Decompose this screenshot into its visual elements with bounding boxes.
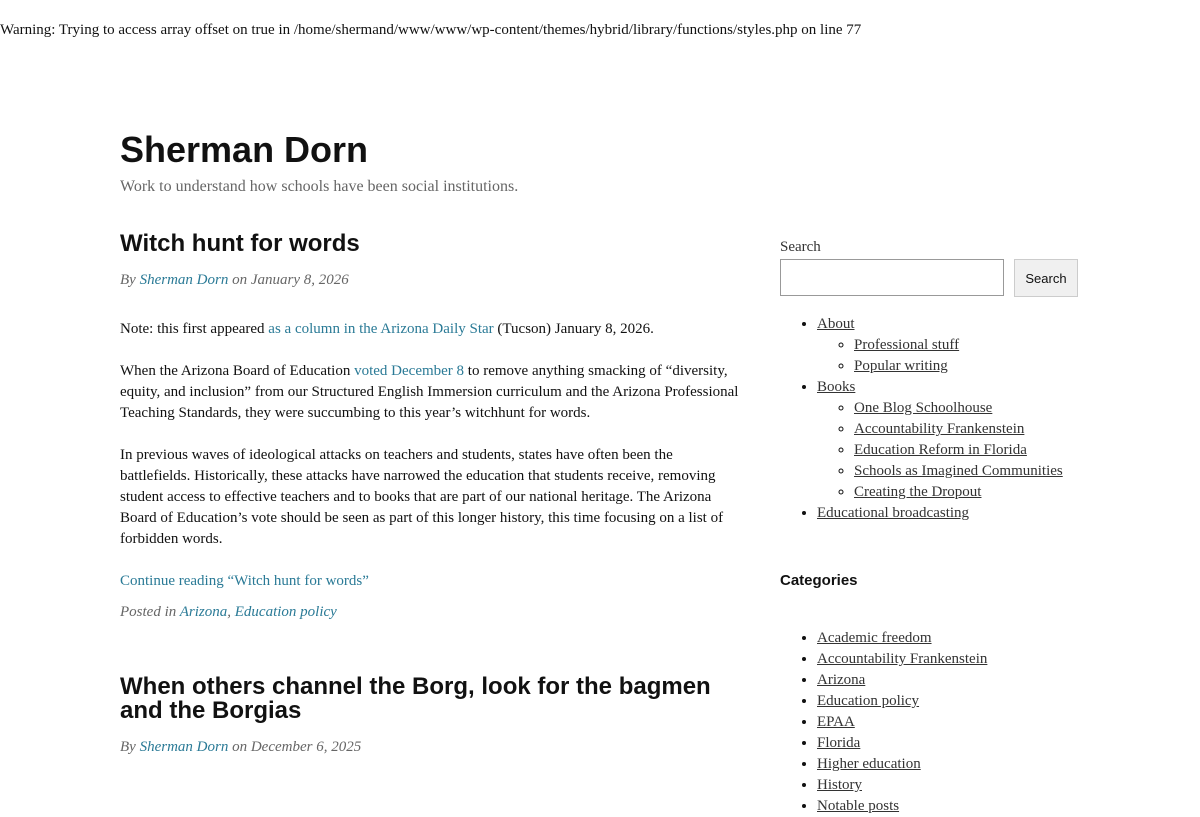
category-link-academic-freedom[interactable]: Academic freedom xyxy=(817,630,932,646)
note-text-end: (Tucson) January 8, 2026. xyxy=(497,321,654,337)
continue-reading-link[interactable]: Continue reading “Witch hunt for words” xyxy=(120,573,369,589)
category-item xyxy=(817,754,1080,775)
menu-item-educational-broadcasting xyxy=(817,503,1080,524)
site-header xyxy=(120,128,1080,198)
search-button[interactable]: Search xyxy=(1014,259,1078,297)
submenu-books xyxy=(817,398,1080,503)
site-description: Work to understand how schools have been social institutions. xyxy=(120,178,519,195)
category-item xyxy=(817,691,1080,712)
menu-link-books[interactable]: Books xyxy=(817,379,856,395)
categories-heading: Categories xyxy=(780,572,858,589)
category-link-higher-education[interactable]: Higher education xyxy=(817,756,921,772)
menu-link-creating-the-dropout[interactable]: Creating the Dropout xyxy=(854,484,982,500)
category-link-education-policy[interactable]: Education policy xyxy=(234,604,337,620)
site-title-text[interactable]: Sherman Dorn xyxy=(120,129,369,170)
posted-in-label: Posted in xyxy=(120,604,177,620)
paragraph-board xyxy=(120,361,745,424)
post-byline xyxy=(120,271,745,289)
menu-link-educational-broadcasting[interactable]: Educational broadcasting xyxy=(817,505,970,521)
category-link-epaa[interactable]: EPAA xyxy=(817,714,855,730)
menu-link-one-blog-schoolhouse[interactable]: One Blog Schoolhouse xyxy=(854,400,993,416)
categories-list xyxy=(780,628,1080,817)
board-text: When the Arizona Board of Education xyxy=(120,363,351,379)
menu-item-one-blog-schoolhouse xyxy=(854,398,1080,419)
menu-item-education-reform-in-florida xyxy=(854,440,1080,461)
submenu-about xyxy=(817,335,1080,377)
site-title[interactable] xyxy=(120,128,1080,172)
paragraph-history: In previous waves of ideological attacks on teachers and students, states have often been the battlefields. Historically, these attacks have narrowed the education that students receive, removing student access to effective teachers and to books that are part of our national heritage. The Arizona Board of Education’s vote should be seen as part of this longer history, this time focusing on a list of forbidden words. xyxy=(120,447,724,547)
note-text: Note: this first appeared xyxy=(120,321,265,337)
menu-item-about xyxy=(817,314,1080,377)
post-date: December 6, 2025 xyxy=(250,739,362,755)
post-body xyxy=(120,319,745,550)
sidebar xyxy=(780,238,1080,817)
search-label: Search xyxy=(780,239,821,255)
main-content xyxy=(120,232,745,756)
menu-item-schools-as-imagined-communities xyxy=(854,461,1080,482)
menu-item-books xyxy=(817,377,1080,503)
post-title[interactable]: When others channel the Borg, look for the bagmen and the Borgias xyxy=(120,673,711,724)
category-link-arizona[interactable]: Arizona xyxy=(179,604,228,620)
page-menu xyxy=(780,314,1080,524)
search-input[interactable] xyxy=(780,259,1004,296)
category-link-education-policy[interactable]: Education policy xyxy=(817,693,920,709)
paragraph-note xyxy=(120,319,745,340)
byline-on: on xyxy=(232,739,248,755)
menu-link-education-reform-in-florida[interactable]: Education Reform in Florida xyxy=(854,442,1027,458)
category-item xyxy=(817,796,1080,817)
menu-link-accountability-frankenstein[interactable]: Accountability Frankenstein xyxy=(854,421,1025,437)
author-link[interactable]: Sherman Dorn xyxy=(139,739,229,755)
continue-reading xyxy=(120,571,745,592)
post-title[interactable]: Witch hunt for words xyxy=(120,230,360,257)
voted-link[interactable]: voted December 8 xyxy=(354,363,465,379)
daily-star-link[interactable]: as a column in the Arizona Daily Star xyxy=(268,321,494,337)
category-link-notable-posts[interactable]: Notable posts xyxy=(817,798,900,814)
byline-by: By xyxy=(120,739,136,755)
php-warning: Warning: Trying to access array offset on true in /home/shermand/www/www/wp-content/themes/hybrid/library/functions/styles.php on line 77 xyxy=(0,22,862,38)
category-item xyxy=(817,628,1080,649)
category-item xyxy=(817,775,1080,796)
menu-item-professional-stuff xyxy=(854,335,1080,356)
post-borg xyxy=(120,675,745,756)
menu-link-popular-writing[interactable]: Popular writing xyxy=(854,358,948,374)
byline-on: on xyxy=(232,272,248,288)
post-date: January 8, 2026 xyxy=(250,272,349,288)
post-witch-hunt xyxy=(120,232,745,623)
search-form xyxy=(780,259,1080,297)
category-link-history[interactable]: History xyxy=(817,777,862,793)
category-link-florida[interactable]: Florida xyxy=(817,735,861,751)
menu-link-schools-as-imagined-communities[interactable]: Schools as Imagined Communities xyxy=(854,463,1063,479)
menu-item-accountability-frankenstein xyxy=(854,419,1080,440)
post-categories: Posted in Arizona, Education policy xyxy=(120,604,337,620)
category-item xyxy=(817,670,1080,691)
author-link[interactable]: Sherman Dorn xyxy=(139,272,229,288)
menu-link-professional-stuff[interactable]: Professional stuff xyxy=(854,337,960,353)
menu-item-popular-writing xyxy=(854,356,1080,377)
menu-item-creating-the-dropout xyxy=(854,482,1080,503)
category-item xyxy=(817,733,1080,754)
category-item xyxy=(817,649,1080,670)
category-item xyxy=(817,712,1080,733)
category-link-accountability-frankenstein[interactable]: Accountability Frankenstein xyxy=(817,651,988,667)
post-byline xyxy=(120,738,745,756)
menu-link-about[interactable]: About xyxy=(817,316,855,332)
category-link-arizona[interactable]: Arizona xyxy=(817,672,866,688)
byline-by: By xyxy=(120,272,136,288)
board-text-end: to remove anything smacking of “diversity, equity, and inclusion” from our Structured English Immersion curriculum and the Arizona Professional Teaching Standards, they were succumbing to this year’s witchhunt for words. xyxy=(120,363,739,421)
